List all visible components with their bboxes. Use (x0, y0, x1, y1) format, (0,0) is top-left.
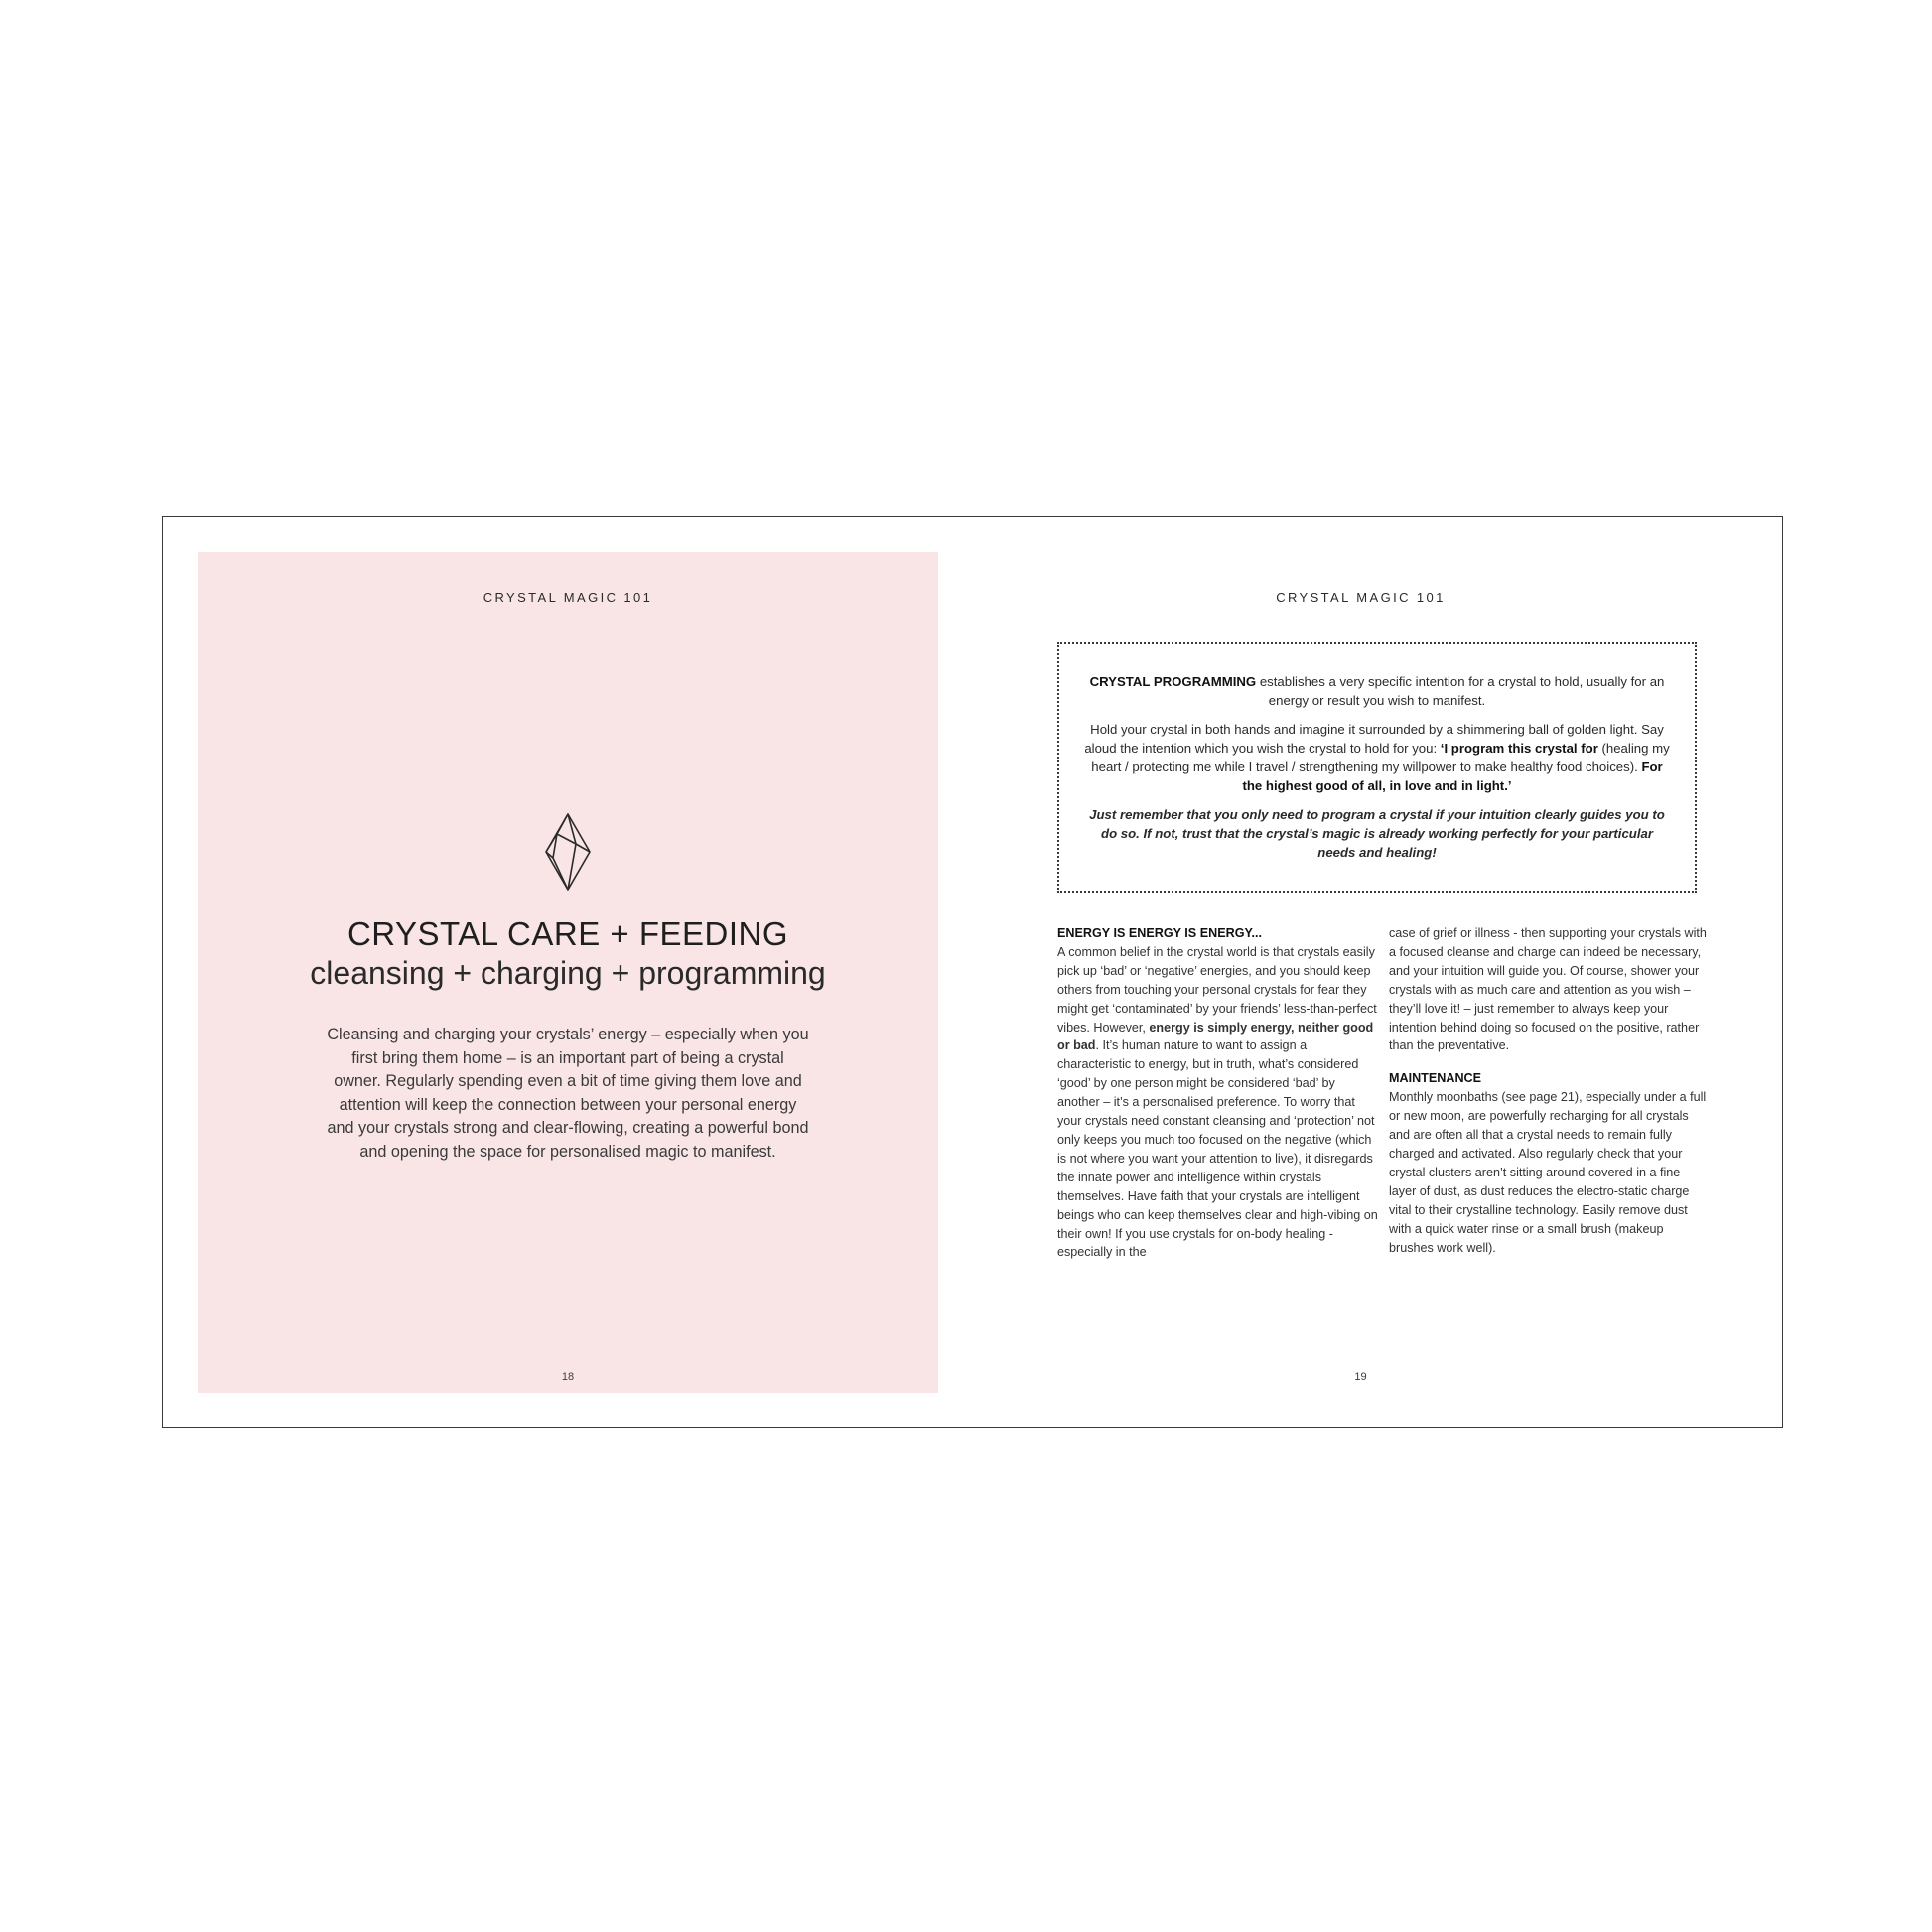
text-column-left (1057, 924, 1381, 1262)
maintenance-heading: MAINTENANCE (1389, 1071, 1482, 1086)
page-number-left: 18 (561, 1371, 575, 1383)
running-head-left: CRYSTAL MAGIC 101 (483, 590, 653, 605)
callout-body-bold-1: ‘I program this crystal for (1440, 741, 1598, 756)
callout-body-bold-2: For the highest good of all, in love and in light.’ (1242, 759, 1663, 793)
callout-note: Just remember that you only need to program a crystal if your intuition clearly guides you to do so. If not, trust that the crystal’s magic is already working perfectly for your particular needs and healing! (1089, 807, 1665, 860)
callout-lead (1081, 672, 1673, 710)
energy-text-continued: case of grief or illness - then supporting your crystals with a focused cleanse and charge can indeed be necessary, and your intuition will guide you. Of course, shower your crystals with as much care and attention as you wish – they’ll love it! – just remember to always keep your intention behind doing so focused on the positive, rather than the preventative. (1389, 926, 1707, 1053)
callout-lead-rest: establishes a very specific intention for a crystal to hold, usually for an energy or result you wish to manifest. (1256, 674, 1665, 708)
callout-body (1081, 720, 1673, 795)
callout-lead-bold: CRYSTAL PROGRAMMING (1089, 674, 1257, 689)
page-number-right: 19 (1354, 1371, 1367, 1383)
programming-callout-box (1057, 642, 1697, 893)
crystal-gem-icon (543, 812, 593, 892)
energy-heading: ENERGY IS ENERGY IS ENERGY... (1057, 926, 1262, 940)
left-page (198, 552, 938, 1393)
running-head-right: CRYSTAL MAGIC 101 (1276, 590, 1446, 605)
callout-body-2: (healing my heart / protecting me while I travel / strengthening my willpower to make healthy food choices). (1091, 741, 1670, 774)
book-spread (162, 516, 1783, 1428)
energy-text-a (1057, 943, 1381, 1262)
right-page (973, 552, 1748, 1393)
energy-text-1: A common belief in the crystal world is that crystals easily pick up ‘bad’ or ‘negative’ energies, and you should keep others from touching your personal crystals for fear they might get ‘contaminated’ by your friends’ less-than-perfect vibes. However, (1057, 944, 1377, 1035)
intro-paragraph: Cleansing and charging your crystals’ energy – especially when you first bring them home – is an important part of being a crystal owner. Regularly spending even a bit of time giving them love and attention will keep the connection between your personal energy and your crystals strong and clear-flowing, creating a powerful bond and opening the space for personalised magic to manifest. (327, 1026, 809, 1161)
energy-text-bold: energy is simply energy, neither good or bad (1057, 1020, 1374, 1053)
callout-body-1: Hold your crystal in both hands and imagine it surrounded by a shimmering ball of golden light. Say aloud the intention which you wish the crystal to hold for you: (1084, 722, 1664, 756)
text-column-right (1389, 924, 1707, 1257)
page-title: CRYSTAL CARE + FEEDING (346, 915, 789, 952)
energy-text-2a: . It’s human nature to want to assign a characteristic to energy, but in truth, what’s considered ‘good’ by one person might be considered ‘bad’ by another – it’s a personalised preference. To worry that your crystals need constant cleansing and ‘protection’ not only keeps you much too focused on the negative (which is not where you want your attention to live), it disregards the innate power and intelligence within crystals themselves. Have faith that your crystals are intelligent beings who can keep themselves clear and high-vibing on their own! If you use crystals for on-body healing - especially in the (1057, 1038, 1378, 1260)
page-subtitle: cleansing + charging + programming (310, 955, 826, 991)
maintenance-text: Monthly moonbaths (see page 21), especially under a full or new moon, are powerfully recharging for all crystals and are often all that a crystal needs to remain fully charged and activated. Also regularly check that your crystal clusters aren’t sitting around covered in a fine layer of dust, as dust reduces the electro-static charge vital to their crystalline technology. Easily remove dust with a quick water rinse or a small brush (makeup brushes work well). (1389, 1090, 1707, 1255)
